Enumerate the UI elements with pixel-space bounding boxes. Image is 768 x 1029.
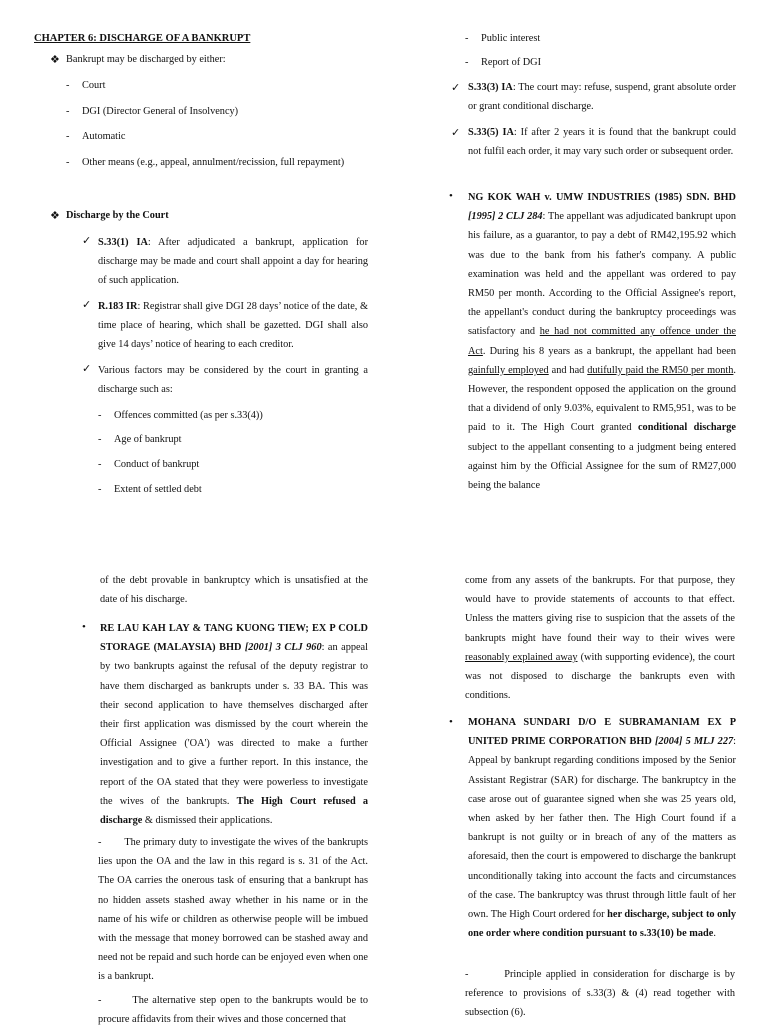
dash-marker: - <box>98 995 133 1006</box>
means-item: DGI (Director General of Insolvency) <box>82 106 239 117</box>
dash-marker: - <box>98 434 102 445</box>
chapter-heading: CHAPTER 6: DISCHARGE OF A BANKRUPT <box>34 33 251 44</box>
dash-marker: - <box>66 106 70 117</box>
alternative-paragraph: - The alternative step open to the bankrupts would be to procure affidavits from their wives and those concerned that <box>98 995 368 1026</box>
means-item: Court <box>82 80 106 91</box>
diamond-bullet-icon: ❖ <box>50 54 60 66</box>
dash-marker: - <box>465 969 505 980</box>
case-continuation: come from any assets of the bankrupts. For that purpose, they would have to provide statements of accounts to that effect. Unless the matters giving rise to suspicion that the assets of the bankrupts might have found their way to their wives were reasonably explained away (with supporting evidence), the court was not disposed to discharge the bankrupts even with conditions. <box>465 575 735 702</box>
duty-paragraph: - The primary duty to investigate the wives of the bankrupts lies upon the OA and the law in this regard is s. 31 of the Act. The OA carries the onerous task of ensuring that a bankrupt has no hidden assets stashed away whether in his name or in the name of his wife or children as otherwise people will be imbued with the message that money borrowed can be stashed away and need not be repaid and such horde can be enjoyed even when one is a bankrupt. <box>98 837 369 983</box>
s333-paragraph: S.33(3) IA: The court may: refuse, suspend, grant absolute order or grant conditional discharge. <box>468 82 736 113</box>
dash-marker: - <box>465 33 469 44</box>
check-mark-icon: ✓ <box>451 82 461 94</box>
principle-paragraph: - Principle applied in consideration for discharge is by reference to provisions of s.33(3) & (4) read together with subsection (6). <box>465 969 735 1019</box>
s335-paragraph: S.33(5) IA: If after 2 years it is found that the bankrupt could not fulfil each order, it may vary such order or subsequent order. <box>468 127 736 158</box>
page-bottom <box>0 512 768 1024</box>
means-item: Other means (e.g., appeal, annulment/recission, full repayment) <box>82 157 345 168</box>
dash-marker: - <box>66 131 70 142</box>
check-mark-icon: ✓ <box>451 127 461 139</box>
bullet-icon: • <box>82 621 86 633</box>
factor-item: Age of bankrupt <box>114 434 182 445</box>
case-lau-kah-lay: RE LAU KAH LAY & TANG KUONG TIEW; EX P COLD STORAGE (MALAYSIA) BHD [2001] 3 CLJ 960: an appeal by two bankrupts against the refusal of the deputy registrar to have them discharged as bankrupts under s. 33 BA. This was their second application to have themselves discharged after their first application was dismissed by the court wherein the Official Assignee ('OA') was directed to make a further investigation and to give a further report. In this instance, the report of the OA stated that they were powerless to investigate the wives of the bankrupts. The High Court refused a discharge & dismissed their applications. <box>100 623 368 827</box>
factor-item: Public interest <box>481 33 541 44</box>
court-heading: Discharge by the Court <box>66 210 169 221</box>
page-top <box>0 0 768 512</box>
dash-marker: - <box>98 459 102 470</box>
dash-marker: - <box>98 484 102 495</box>
dash-marker: - <box>66 80 70 91</box>
check-mark-icon: ✓ <box>82 363 92 375</box>
r183-paragraph: R.183 IR: Registrar shall give DGI 28 days’ notice of the date, & time place of hearing, which shall be gazetted. DGI shall also give 14 days’ notice of hearing to each creditor. <box>98 301 368 351</box>
dash-marker: - <box>98 410 102 421</box>
check-mark-icon: ✓ <box>82 235 92 247</box>
dash-marker: - <box>66 157 70 168</box>
bullet-icon: • <box>449 190 453 202</box>
dash-marker: - <box>98 837 125 848</box>
bullet-icon: • <box>449 716 453 728</box>
case-mohana-sundari: MOHANA SUNDARI D/O E SUBRAMANIAM EX P UNITED PRIME CORPORATION BHD [2004] 5 MLJ 227: Appeal by bankrupt regarding conditions imposed by the Senior Assistant Registrar (SAR) for discharge. The bankruptcy in the case arose out of guarantee signed when she was 25 years old, when asked by her father then. The High Court found if a bankrupt is not guilty or in breach of any of the matters as aforesaid, then the court is empowered to discharge the bankrupt unconditionally taking into account the facts and circumstances of the case. The bankruptcy was thrust through little fault of her own. The High Court ordered for her discharge, subject to only one order where condition pursuant to s.33(10) be made. <box>468 717 736 940</box>
s331-paragraph: S.33(1) IA: After adjudicated a bankrupt, application for discharge may be made and court shall appoint a day for hearing of such application. <box>98 237 369 287</box>
factor-item: Conduct of bankrupt <box>114 459 200 470</box>
diamond-bullet-icon: ❖ <box>50 210 60 222</box>
factor-item: Extent of settled debt <box>114 484 202 495</box>
factor-item: Report of DGI <box>481 57 542 68</box>
factors-paragraph: Various factors may be considered by the court in granting a discharge such as: <box>98 365 368 396</box>
dash-marker: - <box>465 57 469 68</box>
case-ng-kok-wah: NG KOK WAH v. UMW INDUSTRIES (1985) SDN. BHD [1995] 2 CLJ 284: The appellant was adjudicated bankrupt upon his failure, as a guarantor, to pay a debt of RM42,195.92 which was due to the bank from his father's company. A public examination was held and the appellant was ordered to pay RM50 per month. According to the Official Assignee's report, the appellant's conduct during the bankruptcy proceedings was satisfactory and he had not committed any offence under the Act. During his 8 years as a bankrupt, the appellant had been gainfully employed and had dutifully paid the RM50 per month. However, the respondent opposed the application on the ground that a dividend of only 9.03%, equivalent to RM5,951, was to be paid to it. The High Court granted conditional discharge subject to the appellant consenting to a judgment being entered against him by the Official Assignee for the sum of RM27,000 being the balance <box>468 192 736 492</box>
intro-text: Bankrupt may be discharged by either: <box>66 54 226 65</box>
case-continuation: of the debt provable in bankruptcy which is unsatisfied at the date of his discharge. <box>100 575 368 606</box>
factor-item: Offences committed (as per s.33(4)) <box>114 410 263 421</box>
means-item: Automatic <box>82 131 126 142</box>
check-mark-icon: ✓ <box>82 299 92 311</box>
